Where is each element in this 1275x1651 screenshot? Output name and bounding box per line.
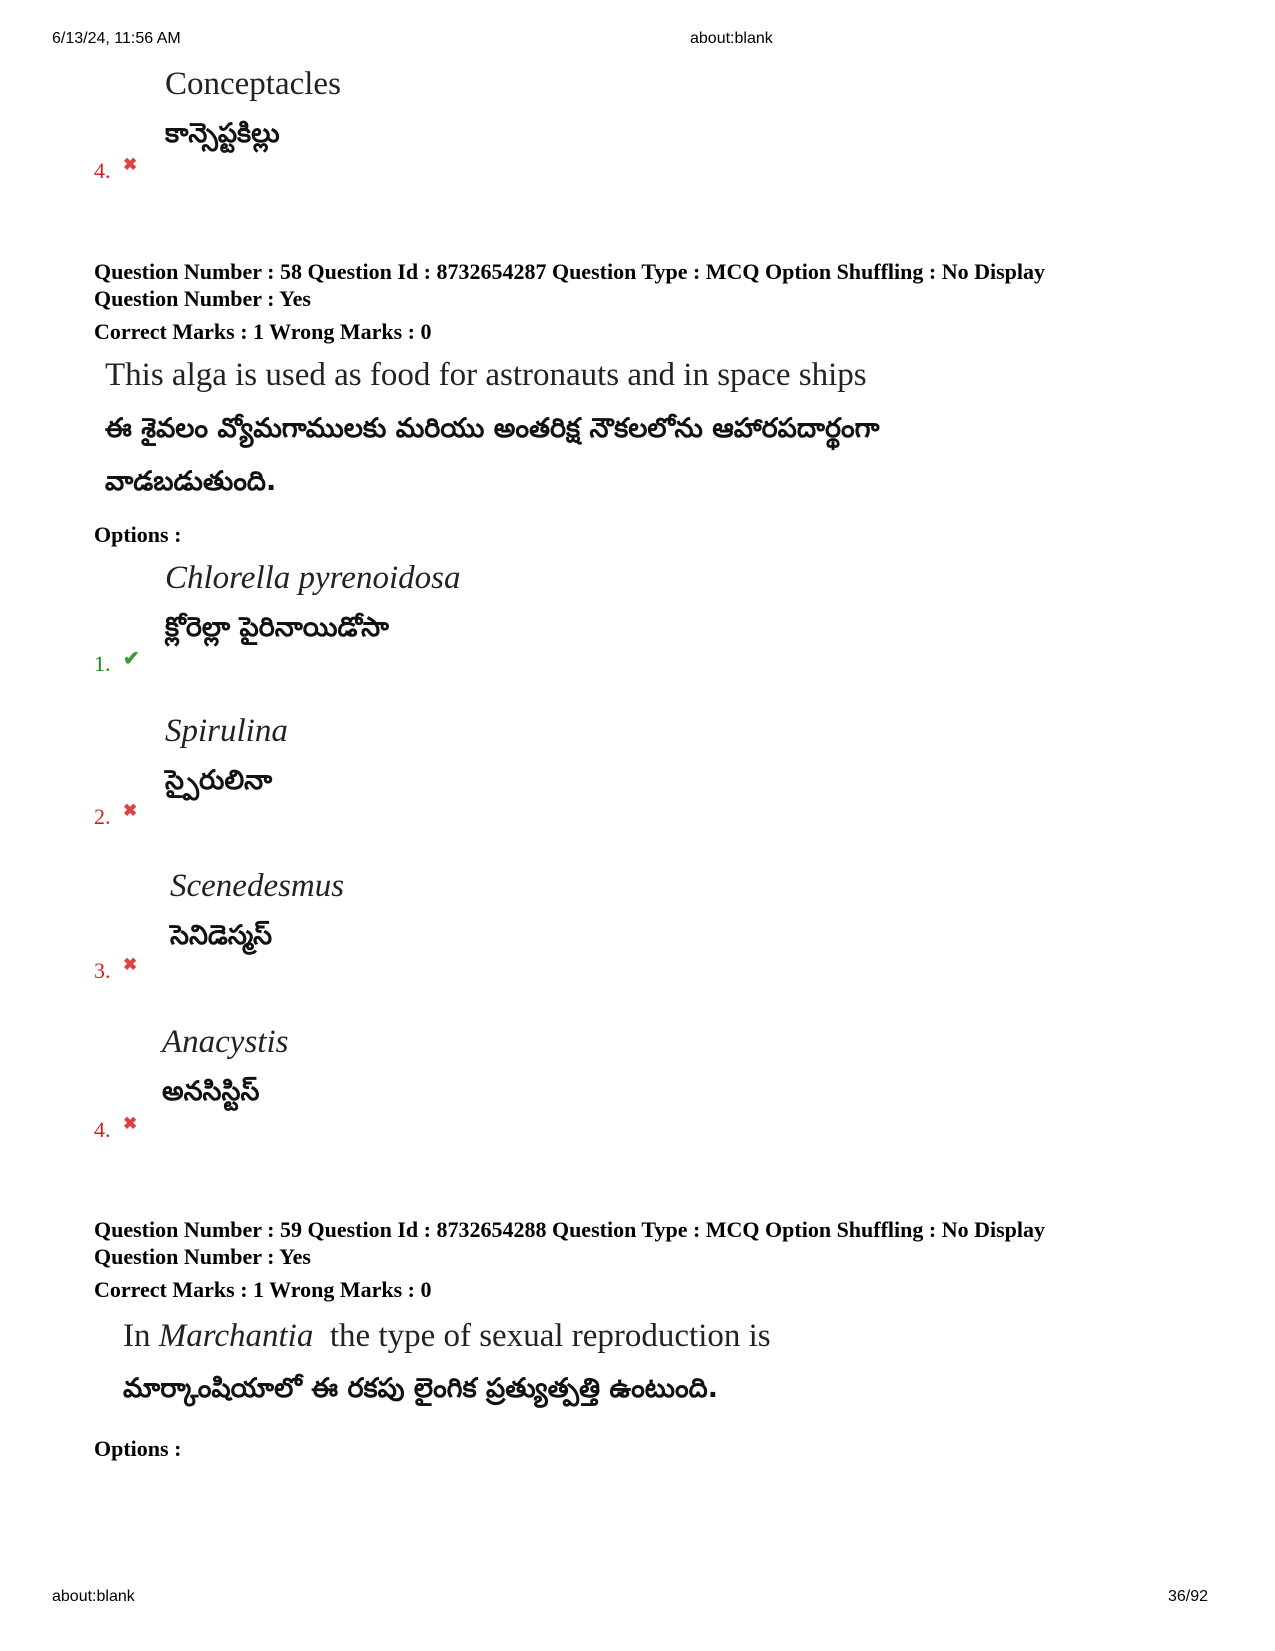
q59-question-telugu: మార్కాంషియాలో ఈ రకపు లైంగిక ప్రత్యుత్పత్తి ఉంటుంది. xyxy=(123,1373,718,1404)
cross-icon: ✖ xyxy=(123,155,138,174)
q58-option-2-telugu: స్పైరులినా xyxy=(165,765,273,796)
q59-question-english xyxy=(123,1318,771,1355)
q58-option-3-number: 3. xyxy=(94,958,111,983)
q58-option-3-english: Scenedesmus xyxy=(170,868,345,904)
q58-option-1-telugu: క్లోరెల్లా పైరినాయిడోసా xyxy=(165,612,390,643)
q58-option-1-number: 1. xyxy=(94,651,111,676)
q58-option-3-telugu: సెనిడెస్మస్ xyxy=(170,920,273,951)
cross-icon: ✖ xyxy=(123,955,138,974)
print-title: about:blank xyxy=(690,30,773,47)
q59-question-pre: In xyxy=(123,1318,159,1354)
q58-option-2-english: Spirulina xyxy=(165,713,288,749)
q59-question-italic: Marchantia xyxy=(158,1318,314,1354)
q58-option-4-english: Anacystis xyxy=(162,1024,289,1060)
q58-meta-line1: Question Number : 58 Question Id : 8732654287 Question Type : MCQ Option Shuffling : No Display xyxy=(94,259,1046,284)
q59-options-label: Options : xyxy=(94,1436,182,1461)
prev-option-telugu: కాన్సెప్టకిల్లు xyxy=(165,118,280,149)
q59-marks: Correct Marks : 1 Wrong Marks : 0 xyxy=(94,1277,432,1302)
q59-meta xyxy=(94,1216,1194,1270)
q58-meta-line2: Question Number : Yes xyxy=(94,286,311,311)
q58-meta xyxy=(94,258,1194,312)
prev-option-english: Conceptacles xyxy=(165,66,341,102)
page-number: 36/92 xyxy=(1168,1588,1209,1605)
q58-option-2-number: 2. xyxy=(94,804,111,829)
check-icon: ✔ xyxy=(123,648,140,670)
q58-question-english: This alga is used as food for astronauts and in space ships xyxy=(105,357,867,393)
q59-meta-line2: Question Number : Yes xyxy=(94,1244,311,1269)
cross-icon: ✖ xyxy=(123,1114,138,1133)
q58-option-1-english: Chlorella pyrenoidosa xyxy=(165,560,461,596)
q58-option-4-telugu: అనసిస్టిస్ xyxy=(162,1076,260,1107)
q58-option-4-number: 4. xyxy=(94,1117,111,1142)
q58-marks: Correct Marks : 1 Wrong Marks : 0 xyxy=(94,319,432,344)
q59-meta-line1: Question Number : 59 Question Id : 8732654288 Question Type : MCQ Option Shuffling : No Display xyxy=(94,1217,1046,1242)
q58-question-telugu-line2: వాడబడుతుంది. xyxy=(105,466,277,497)
cross-icon: ✖ xyxy=(123,801,138,820)
q59-question-post: the type of sexual reproduction is xyxy=(313,1318,771,1354)
prev-option-number: 4. xyxy=(94,158,111,183)
footer-url: about:blank xyxy=(52,1588,135,1605)
q58-options-label: Options : xyxy=(94,522,182,547)
print-timestamp: 6/13/24, 11:56 AM xyxy=(52,30,181,47)
q58-question-telugu-line1: ఈ శైవలం వ్యోమగాములకు మరియు అంతరిక్ష నౌకలలోను ఆహారపదార్థంగా xyxy=(105,413,880,444)
